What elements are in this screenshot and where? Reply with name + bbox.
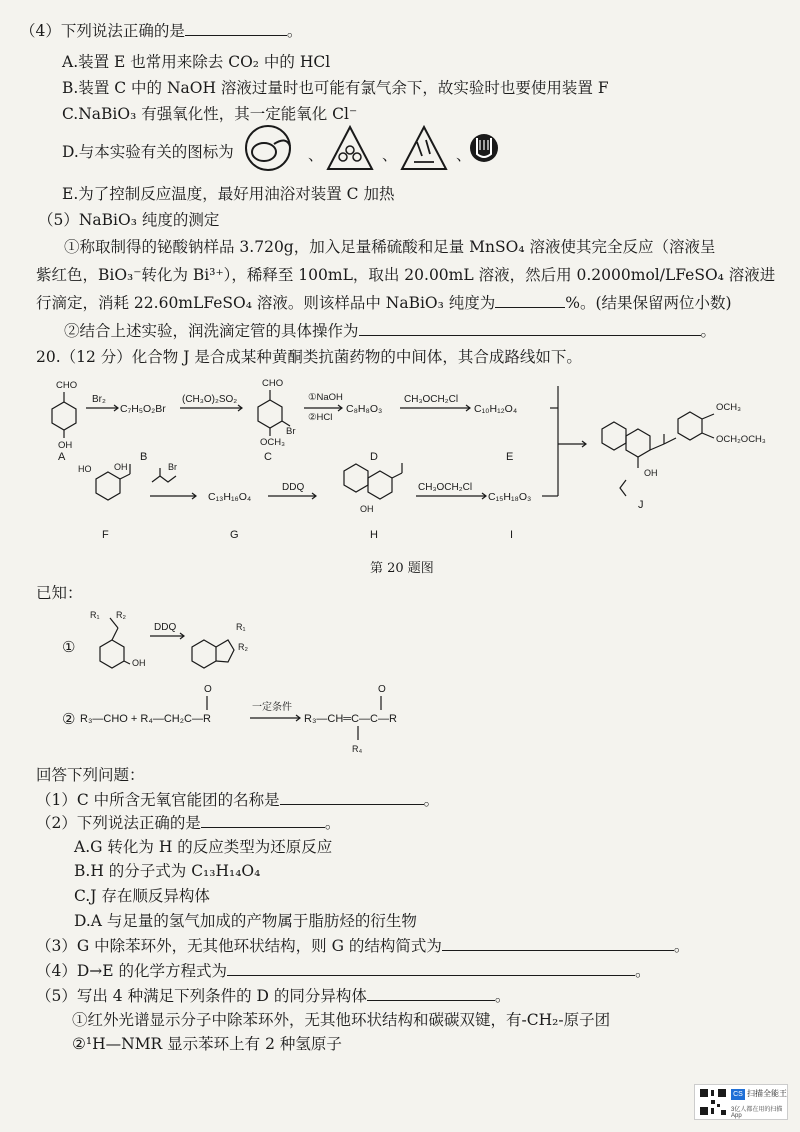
svg-text:R₂: R₂	[238, 642, 248, 652]
svg-text:CH₃OCH₂Cl: CH₃OCH₂Cl	[404, 394, 459, 405]
hot-surface-icon	[246, 126, 290, 170]
svg-text:R₂: R₂	[116, 610, 126, 620]
wash-hands-icon	[470, 134, 498, 162]
svg-text:H: H	[370, 529, 378, 541]
svg-text:HO: HO	[78, 464, 92, 474]
synthesis-scheme	[0, 372, 800, 542]
svg-text:I: I	[510, 529, 514, 541]
svg-text:A: A	[58, 451, 66, 463]
svg-text:R₁: R₁	[90, 610, 100, 620]
svg-text:Br₂: Br₂	[92, 394, 106, 405]
toxic-hazard-icon	[328, 127, 372, 169]
svg-text:Br: Br	[286, 426, 296, 437]
svg-text:DDQ: DDQ	[282, 482, 305, 493]
known-reactions	[0, 600, 800, 760]
svg-text:OH: OH	[132, 658, 146, 668]
q4-option-c: C.NaBiO₃ 有强氧化性，其一定能氧化 Cl⁻	[62, 105, 358, 123]
svg-text:、: 、	[308, 147, 324, 164]
svg-text:C₇H₅O₂Br: C₇H₅O₂Br	[120, 403, 166, 415]
svg-text:CHO: CHO	[56, 380, 78, 391]
svg-text:一定条件: 一定条件	[252, 702, 292, 713]
q5-para1-line2: 紫红色，BiO₃⁻转化为 Bi³⁺），稀释至 100mL，取出 20.00mL 溶液，然后用 0.2000mol/LFeSO₄ 溶液进	[36, 266, 776, 284]
svg-text:G: G	[230, 529, 239, 541]
svg-text:OCH₃: OCH₃	[260, 437, 285, 448]
question-4: （4）D→E 的化学方程式为 。	[36, 962, 651, 980]
svg-text:CHO: CHO	[262, 378, 284, 389]
question-2-option-c: C.J 存在顺反异构体	[74, 887, 210, 905]
q5-title: （5）NaBiO₃ 纯度的测定	[38, 211, 220, 229]
svg-text:OH: OH	[58, 440, 73, 451]
q5-para1-line1: ①称取制得的铋酸钠样品 3.720g，加入足量稀硫酸和足量 MnSO₄ 溶液使其完全反应（溶液呈	[64, 238, 716, 256]
svg-text:①NaOH: ①NaOH	[308, 392, 343, 403]
svg-text:R₃—CHO + R₄—CH₂C—R: R₃—CHO + R₄—CH₂C—R	[80, 713, 211, 725]
scanner-tagline: 3亿人都在用的扫描App	[731, 1107, 783, 1119]
svg-text:F: F	[102, 529, 109, 541]
svg-text:①: ①	[62, 639, 76, 656]
svg-text:O: O	[378, 684, 386, 695]
corrosive-hazard-icon	[402, 127, 446, 169]
svg-text:DDQ: DDQ	[154, 622, 177, 633]
q4-stem: （4）下列说法正确的是 。	[20, 22, 303, 40]
q4-option-d: D.与本实验有关的图标为	[62, 143, 234, 161]
q4-option-a: A.装置 E 也常用来除去 CO₂ 中的 HCl	[62, 53, 331, 71]
svg-text:C: C	[264, 451, 272, 463]
scanner-watermark	[694, 1084, 788, 1120]
q5-para2: ②结合上述实验，润洗滴定管的具体操作为 。	[64, 322, 717, 340]
svg-text:O: O	[204, 684, 212, 695]
svg-text:R₃—CH═C—C—R: R₃—CH═C—C—R	[304, 713, 397, 725]
svg-text:OH: OH	[644, 468, 658, 478]
svg-text:R₄: R₄	[352, 744, 363, 754]
hazard-icons	[244, 124, 504, 176]
figure-caption: 第 20 题图	[370, 561, 434, 576]
question-3: （3）G 中除苯环外，无其他环状结构，则 G 的结构简式为 。	[36, 937, 690, 955]
q5-para1-line3: 行滴定，消耗 22.60mLFeSO₄ 溶液。则该样品中 NaBiO₃ 纯度为 %。(结果保留两位小数)	[36, 294, 732, 312]
question-2-option-a: A.G 转化为 H 的反应类型为还原反应	[74, 838, 333, 856]
known-title: 已知：	[36, 584, 83, 602]
svg-text:C₁₃H₁₆O₄: C₁₃H₁₆O₄	[208, 491, 252, 503]
q4-option-b: B.装置 C 中的 NaOH 溶液过量时也可能有氯气余下，故实验时也要使用装置 F	[62, 79, 609, 97]
scanner-badge: CS	[731, 1089, 745, 1100]
svg-text:OH: OH	[360, 504, 374, 514]
svg-text:CH₃OCH₂Cl: CH₃OCH₂Cl	[418, 482, 473, 493]
question-5: （5）写出 4 种满足下列条件的 D 的同分异构体 。	[36, 987, 511, 1005]
svg-text:OCH₂OCH₃: OCH₂OCH₃	[716, 434, 766, 445]
svg-text:、: 、	[456, 147, 472, 164]
svg-text:E: E	[506, 451, 514, 463]
svg-text:②HCl: ②HCl	[308, 412, 333, 423]
svg-text:R₁: R₁	[236, 622, 246, 632]
question-2: （2）下列说法正确的是 。	[36, 814, 341, 832]
question-5-condition-2: ②¹H—NMR 显示苯环上有 2 种氢原子	[72, 1035, 342, 1053]
svg-text:C₁₀H₁₂O₄: C₁₀H₁₂O₄	[474, 403, 518, 415]
question-1: （1）C 中所含无氧官能团的名称是 。	[36, 791, 440, 809]
svg-text:Br: Br	[168, 462, 177, 472]
q20-header: 20.（12 分）化合物 J 是合成某种黄酮类抗菌药物的中间体，其合成路线如下。	[36, 348, 582, 366]
svg-text:C₁₅H₁₈O₃: C₁₅H₁₈O₃	[488, 491, 532, 503]
scanner-app-name: 扫描全能王	[747, 1089, 787, 1098]
question-5-condition-1: ①红外光谱显示分子中除苯环外，无其他环状结构和碳碳双键，有-CH₂-原子团	[72, 1011, 611, 1029]
question-2-option-b: B.H 的分子式为 C₁₃H₁₄O₄	[74, 862, 261, 880]
svg-text:J: J	[638, 499, 644, 511]
svg-text:OH: OH	[114, 462, 128, 472]
svg-text:、: 、	[382, 147, 398, 164]
questions-intro: 回答下列问题：	[36, 766, 145, 784]
svg-text:OCH₃: OCH₃	[716, 402, 741, 413]
svg-text:C₈H₈O₃: C₈H₈O₃	[346, 403, 383, 415]
svg-text:②: ②	[62, 711, 76, 728]
question-2-option-d: D.A 与足量的氢气加成的产物属于脂肪烃的衍生物	[74, 912, 417, 930]
svg-text:D: D	[370, 451, 378, 463]
svg-text:(CH₃O)₂SO₂: (CH₃O)₂SO₂	[182, 394, 238, 405]
svg-text:B: B	[140, 451, 148, 463]
q4-option-e: E.为了控制反应温度，最好用油浴对装置 C 加热	[62, 185, 395, 203]
qr-code-icon	[699, 1088, 727, 1116]
